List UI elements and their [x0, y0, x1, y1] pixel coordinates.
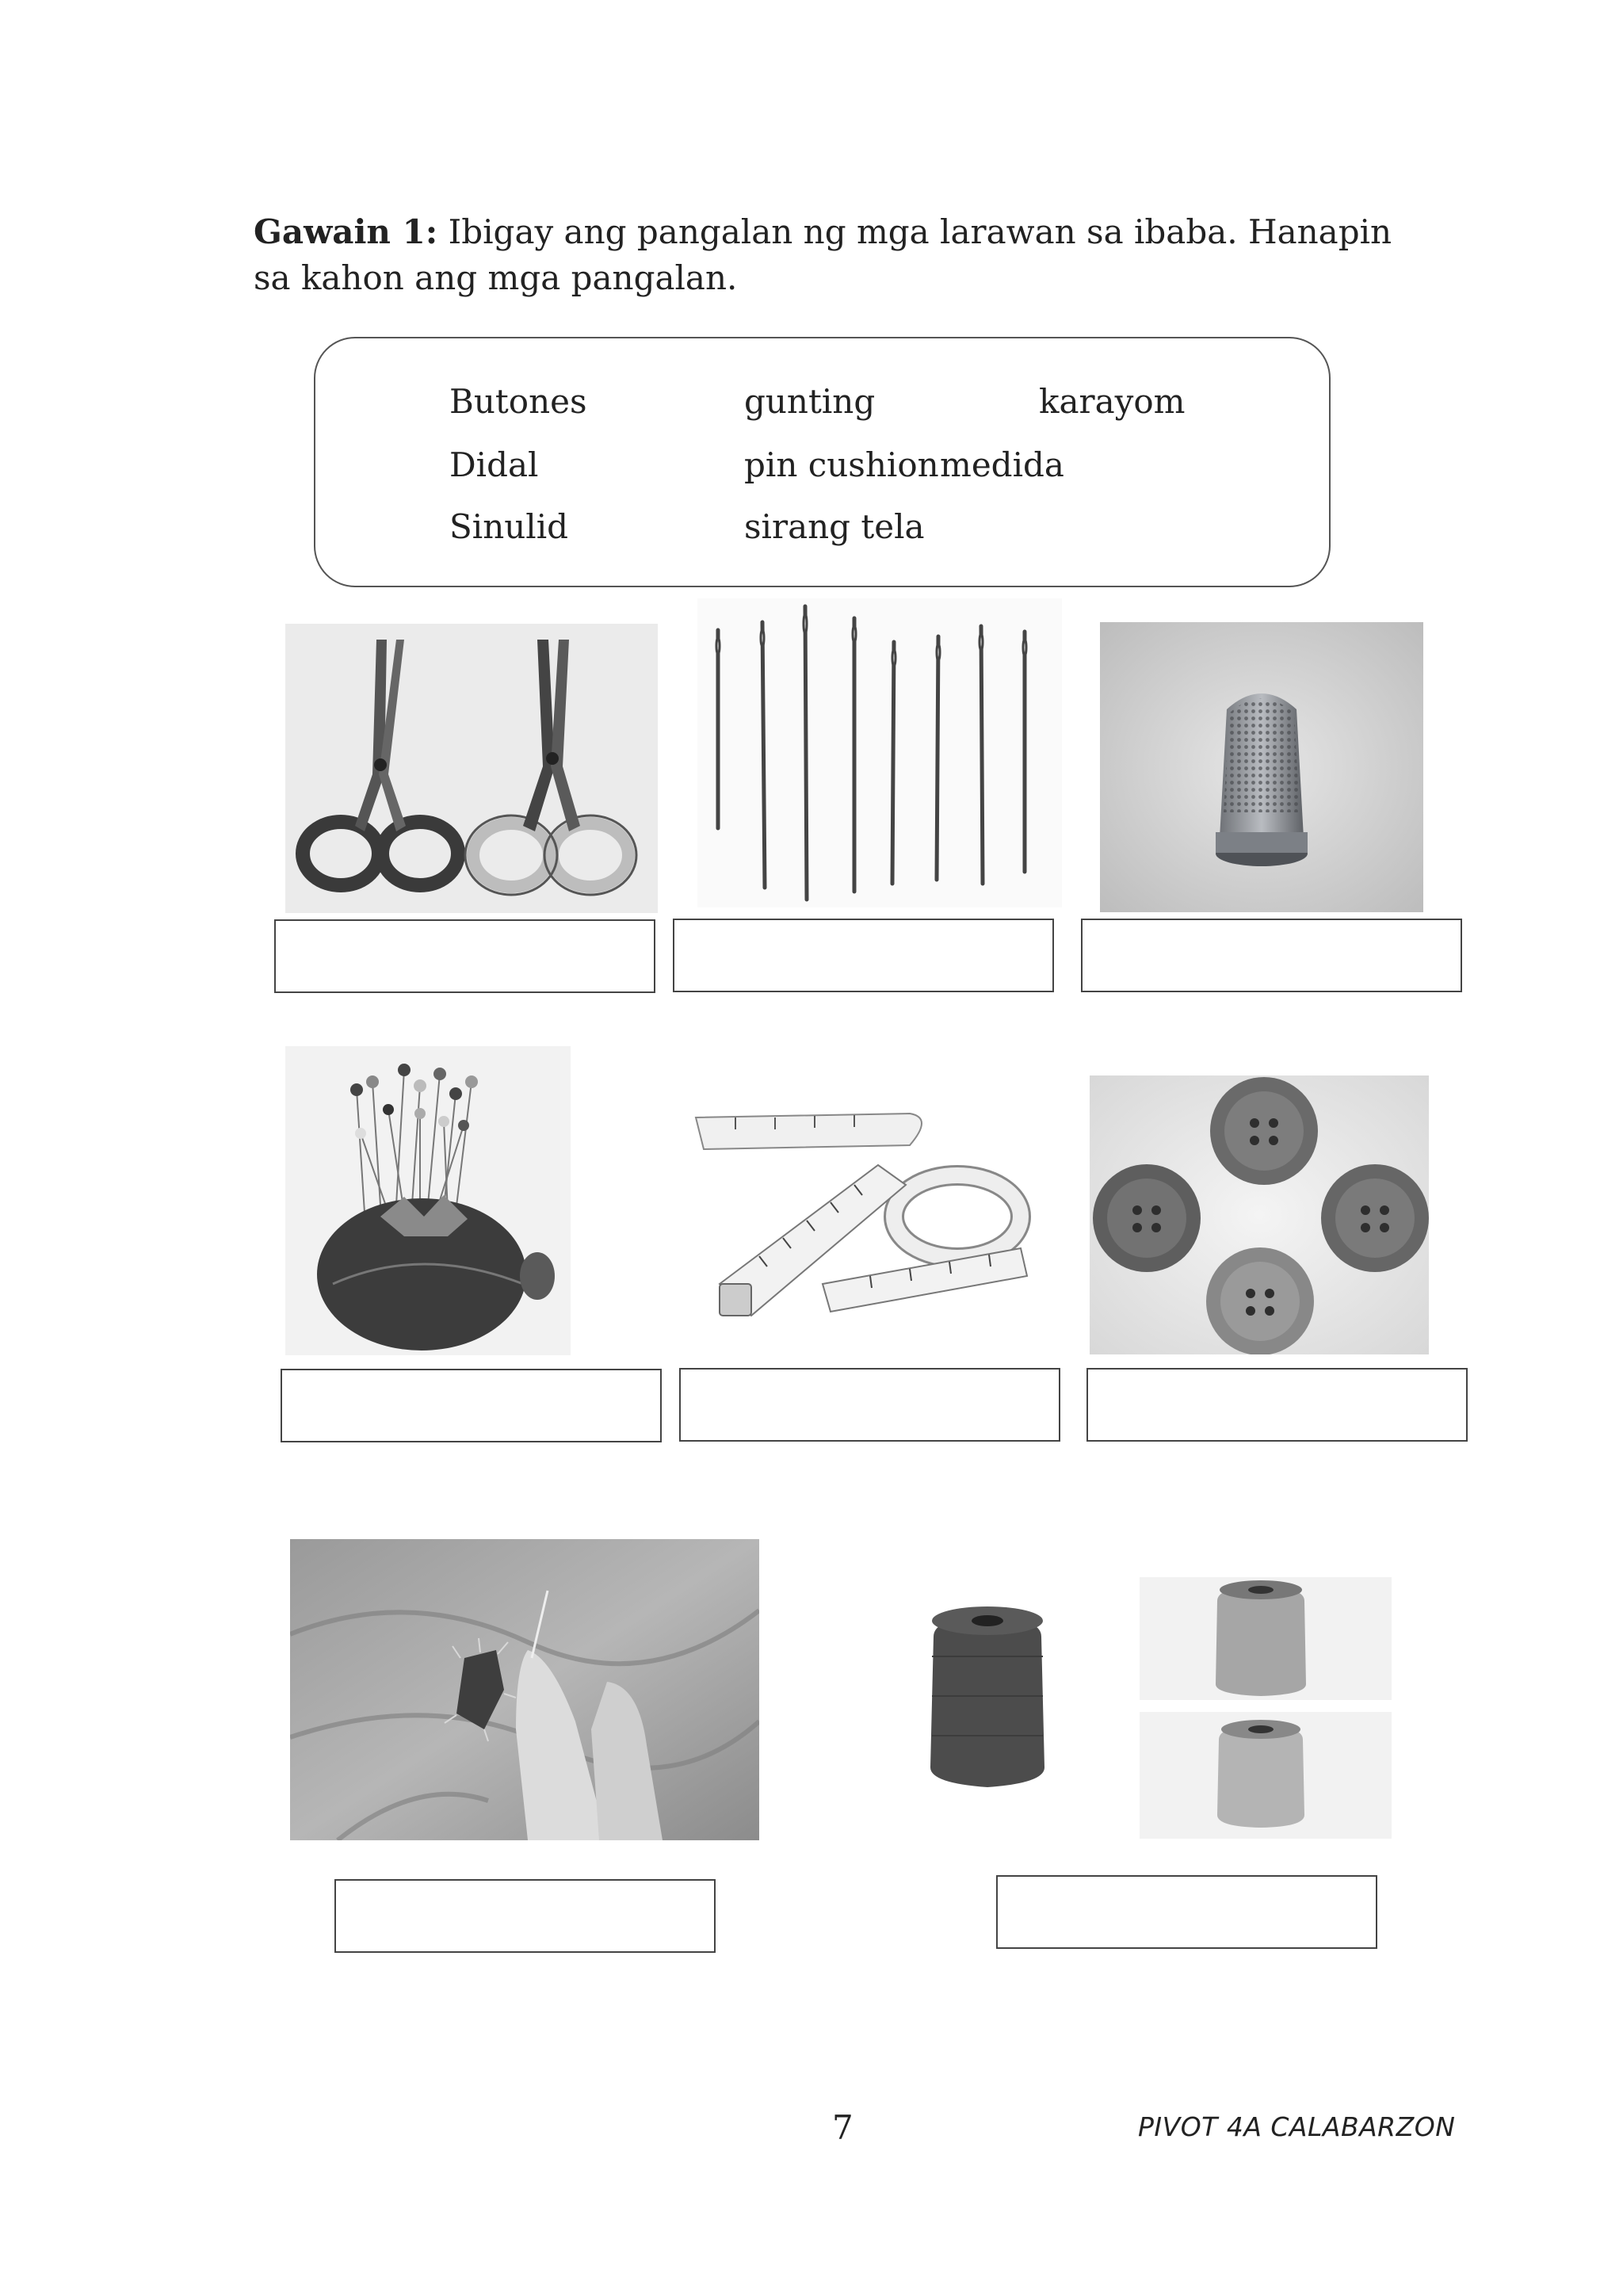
- instructions: [254, 209, 1395, 301]
- answer-box-scissors[interactable]: [274, 919, 655, 993]
- word-bank-item: Butones: [449, 382, 587, 421]
- word-bank-item: gunting: [744, 382, 876, 421]
- answer-box-thimble[interactable]: [1081, 919, 1462, 992]
- word-bank-item: Didal: [449, 445, 539, 484]
- thimble-image: [1100, 622, 1423, 912]
- word-bank-item: medida: [940, 445, 1064, 484]
- answer-box-buttons[interactable]: [1086, 1368, 1468, 1442]
- answer-box-torn-cloth[interactable]: [334, 1879, 716, 1953]
- scissors-image: [285, 624, 658, 913]
- tape-measure-image: [688, 1086, 1052, 1335]
- answer-box-thread[interactable]: [996, 1875, 1377, 1949]
- answer-box-tape-measure[interactable]: [679, 1368, 1060, 1442]
- page-number: 7: [832, 2108, 854, 2147]
- footer-series: PIVOT 4A CALABARZON: [1138, 2111, 1456, 2142]
- needles-image: [697, 598, 1062, 907]
- word-bank-item: pin cushion: [744, 445, 939, 484]
- word-bank-item: karayom: [1039, 382, 1186, 421]
- word-bank-item: Sinulid: [449, 507, 569, 546]
- thread-spools-image: [916, 1577, 1392, 1839]
- instruction-text: Ibigay ang pangalan ng mga larawan sa ibaba. Hanapin sa kahon ang mga pangalan.: [254, 212, 1392, 297]
- torn-cloth-image: [290, 1539, 759, 1840]
- pin-cushion-image: [285, 1046, 571, 1355]
- answer-box-needles[interactable]: [673, 919, 1054, 992]
- answer-box-pin-cushion[interactable]: [281, 1369, 662, 1442]
- buttons-image: [1090, 1075, 1429, 1354]
- activity-label: Gawain 1:: [254, 212, 438, 251]
- word-bank-item: sirang tela: [744, 507, 925, 546]
